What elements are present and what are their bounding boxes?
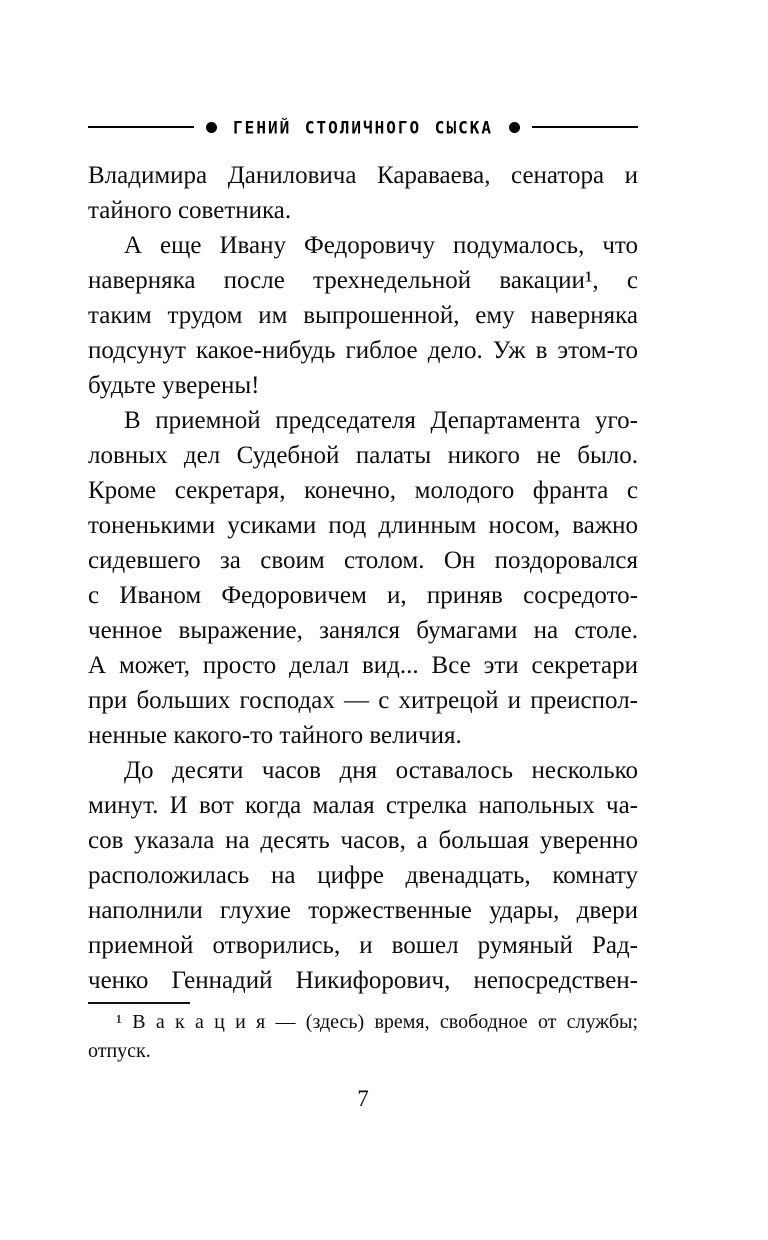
text-line: сидевшего за своим столом. Он поздоровался [88, 547, 638, 574]
text-line: расположилась на цифре двенадцать, комнату [88, 862, 638, 889]
footnote [88, 1008, 638, 1066]
text-line: приемной отворились, и вошел румяный Рад- [88, 932, 638, 959]
text-line: наполнили глухие торжественные удары, двери [88, 897, 638, 924]
text-line: сов указала на десять часов, а большая уверенно [88, 827, 638, 854]
text-line: ловных дел Судебной палаты никого не было. [88, 442, 638, 469]
text-line: ченное выражение, занялся бумагами на столе. [88, 617, 638, 644]
text-line: В приемной председателя Департамента уго- [124, 407, 638, 434]
text-line: ненные какого-то тайного величия. [88, 722, 462, 749]
text-line: при больших господах — с хитрецой и преиспол- [88, 687, 638, 714]
text-line: А может, просто делал вид... Все эти секретари [88, 652, 638, 679]
header-rule-right [532, 126, 638, 128]
footnote-line: ¹ В а к а ц и я — (здесь) время, свободное от службы; [116, 1011, 638, 1033]
page-number: 7 [357, 1086, 369, 1111]
text-line: тоненькими усиками под длинным носом, важно [88, 512, 638, 539]
text-line: наверняка после трехнедельной вакации¹, с [88, 267, 638, 294]
running-header [88, 114, 638, 140]
text-line: минут. И вот когда малая стрелка напольных ча- [88, 792, 638, 819]
text-line: подсунут какое-нибудь гиблое дело. Уж в этом-то [88, 337, 638, 364]
header-rule-left [88, 126, 194, 128]
text-line: Владимира Даниловича Караваева, сенатора и [88, 162, 638, 189]
text-line: ченко Геннадий Никифорович, непосредствен- [88, 967, 638, 994]
text-line: А еще Ивану Федоровичу подумалось, что [124, 232, 638, 259]
header-dot-left [206, 122, 217, 133]
header-title: ГЕНИЙ СТОЛИЧНОГО СЫСКА [233, 117, 493, 137]
text-line: таким трудом им выпрошенной, ему наверняка [88, 302, 638, 329]
text-line: с Иваном Федоровичем и, приняв сосредото- [88, 582, 638, 609]
body-text [88, 158, 638, 998]
text-line: будьте уверены! [88, 372, 260, 399]
text-line: До десяти часов дня оставалось несколько [124, 757, 638, 784]
text-line: Кроме секретаря, конечно, молодого франта с [88, 477, 638, 504]
header-dot-right [509, 122, 520, 133]
footnote-rule [88, 1002, 190, 1004]
footnote-line: отпуск. [88, 1040, 151, 1062]
text-line: тайного советника. [88, 197, 292, 224]
